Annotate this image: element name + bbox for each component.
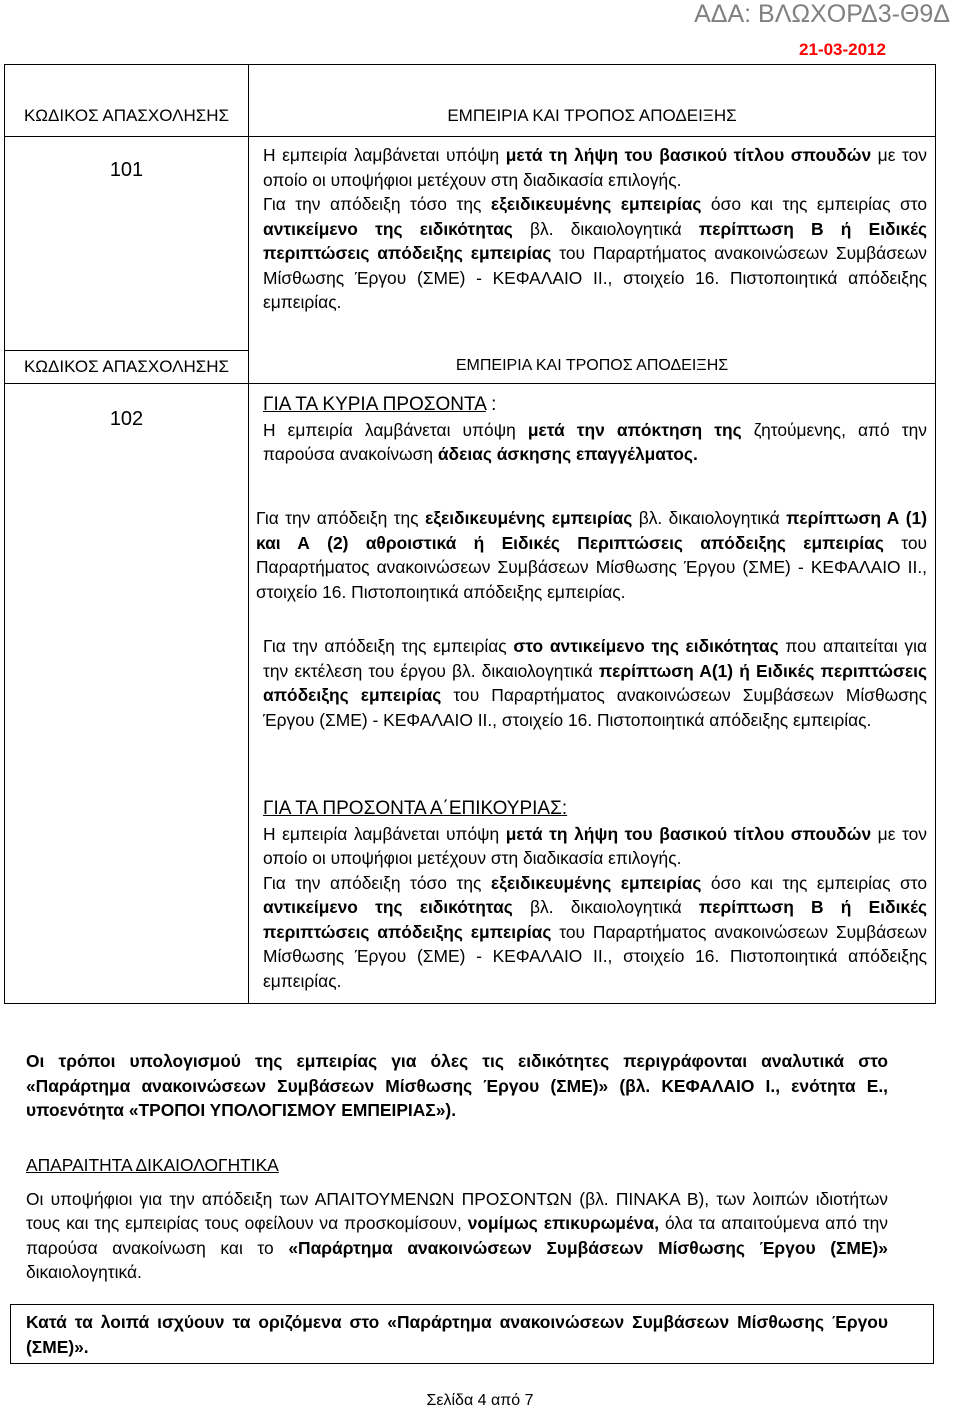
table-header-border	[4, 136, 936, 137]
row-separator-left	[4, 383, 248, 384]
main-qualifications-heading: ΓΙΑ ΤΑ ΚΥΡΙΑ ΠΡΟΣΟΝΤΑ :	[263, 394, 497, 415]
paragraph: Για την απόδειξη τόσο της εξειδικευμένης εμπειρίας όσο και της εμπειρίας στο αντικείμενο της ειδικότητας βλ. δικαιολογητικά περίπτωση Β ή Ειδικές περιπτώσεις απόδειξης εμπειρίας του Παραρτήματος ανακοινώσεων Συμβάσεων Μίσθωσης Έργου (ΣΜΕ) - ΚΕΦΑΛΑΙΟ ΙΙ., στοιχείο 16. Πιστοποιητικά απόδειξης εμπειρίας.	[263, 194, 928, 312]
table-top-border	[4, 64, 936, 65]
table-right-border	[935, 64, 936, 1004]
required-documents-text: Οι υποψήφιοι για την απόδειξη των ΑΠΑΙΤΟΥΜΕΝΩΝ ΠΡΟΣΟΝΤΩΝ (βλ. ΠΙΝΑΚΑ Β), των λοιπών ιδιοτήτων τους και της εμπειρίας τους οφείλουν να προσκομίσουν, νομίμως επικυρωμένα, όλα τα απαιτούμενα από την παρούσα ανακοίνωση και το «Παράρτημα ανακοινώσεων Συμβάσεων Μίσθωσης Έργου (ΣΜΕ)» δικαιολογητικά.	[26, 1188, 888, 1282]
table-bottom-border	[4, 1003, 936, 1004]
auxiliary-qualifications-block	[263, 797, 927, 993]
specialized-experience-proof	[256, 506, 927, 604]
paragraph: Για την απόδειξη της εξειδικευμένης εμπειρίας βλ. δικαιολογητικά περίπτωση Α (1) και Α (2) αθροιστικά ή Ειδικές Περιπτώσεις απόδειξης εμπειρίας του Παραρτήματος ανακοινώσεων Συμβάσεων Μίσθωσης Έργου (ΣΜΕ) - ΚΕΦΑΛΑΙΟ ΙΙ., στοιχείο 16. Πιστοποιητικά απόδειξης εμπειρίας.	[256, 508, 928, 602]
page-number: Σελίδα 4 από 7	[426, 1392, 534, 1409]
paragraph: Η εμπειρία λαμβάνεται υπόψη μετά τη λήψη του βασικού τίτλου σπουδών με τον οποίο οι υποψήφιοι μετέχουν στη διαδικασία επιλογής.	[263, 823, 927, 868]
calculation-note: Οι τρόποι υπολογισμού της εμπειρίας για όλες τις ειδικότητες περιγράφονται αναλυτικά στο «Παράρτημα ανακοινώσεων Συμβάσεων Μίσθωσης Έργου (ΣΜΕ)» (βλ. ΚΕΦΑΛΑΙΟ Ι., ενότητα Ε., υποενότητα «ΤΡΟΠΟΙ ΥΠΟΛΟΓΙΣΜΟΥ ΕΜΠΕΙΡΙΑΣ»).	[26, 1051, 888, 1120]
paragraph: Για την απόδειξη της εμπειρίας στο αντικείμενο της ειδικότητας που απαιτείται για την εκτέλεση του έργου βλ. δικαιολογητικά περίπτωση Α(1) ή Ειδικές περιπτώσεις απόδειξης εμπειρίας του Παραρτήματος ανακοινώσεων Συμβάσεων Μίσθωσης Έργου (ΣΜΕ) - ΚΕΦΑΛΑΙΟ ΙΙ., στοιχείο 16. Πιστοποιητικά απόδειξης εμπειρίας.	[263, 636, 928, 730]
column-header-code: ΚΩΔΙΚΟΣ ΑΠΑΣΧΟΛΗΣΗΣ	[23, 106, 230, 125]
paragraph: Η εμπειρία λαμβάνεται υπόψη μετά τη λήψη του βασικού τίτλου σπουδών με τον οποίο οι υποψήφιοι μετέχουν στη διαδικασία επιλογής.	[263, 145, 927, 190]
column-header-code-2: ΚΩΔΙΚΟΣ ΑΠΑΣΧΟΛΗΣΗΣ	[23, 357, 230, 376]
table-left-border	[4, 64, 5, 1004]
required-documents-section	[26, 1153, 888, 1285]
final-note: Κατά τα λοιπά ισχύουν τα οριζόμενα στο «Παράρτημα ανακοινώσεων Συμβάσεων Μίσθωσης Έργου (ΣΜΕ)».	[26, 1312, 888, 1357]
column-header-experience: ΕΜΠΕΙΡΙΑ ΚΑΙ ΤΡΟΠΟΣ ΑΠΟΔΕΙΞΗΣ	[447, 106, 737, 125]
row-separator-right	[248, 383, 935, 384]
paragraph: Η εμπειρία λαμβάνεται υπόψη μετά την απόκτηση της ζητούμενης, από την παρούσα ανακοίνωση άδειας άσκησης επαγγέλματος.	[263, 419, 927, 464]
required-documents-heading: ΑΠΑΡΑΙΤΗΤΑ ΔΙΚΑΙΟΛΟΓΗΤΙΚΑ	[26, 1155, 279, 1175]
job-code-102: 102	[109, 408, 144, 430]
job-code-101: 101	[109, 159, 144, 181]
table-column-divider	[248, 64, 249, 1004]
row-separator-left	[4, 350, 248, 351]
column-header-experience-2: ΕΜΠΕΙΡΙΑ ΚΑΙ ΤΡΟΠΟΣ ΑΠΟΔΕΙΞΗΣ	[455, 357, 729, 374]
main-qualifications-block	[263, 393, 927, 467]
field-experience-proof	[263, 634, 927, 732]
ada-code: ΑΔΑ: ΒΛΩΧΟΡΔ3-Θ9Δ	[694, 0, 950, 28]
row-101-experience	[263, 143, 927, 315]
paragraph: Για την απόδειξη τόσο της εξειδικευμένης εμπειρίας όσο και της εμπειρίας στο αντικείμενο της ειδικότητας βλ. δικαιολογητικά περίπτωση Β ή Ειδικές περιπτώσεις απόδειξης εμπειρίας του Παραρτήματος ανακοινώσεων Συμβάσεων Μίσθωσης Έργου (ΣΜΕ) - ΚΕΦΑΛΑΙΟ ΙΙ., στοιχείο 16. Πιστοποιητικά απόδειξης εμπειρίας.	[263, 872, 928, 991]
document-date: 21-03-2012	[799, 40, 886, 59]
auxiliary-qualifications-heading: ΓΙΑ ΤΑ ΠΡΟΣΟΝΤΑ Α΄ΕΠΙΚΟΥΡΙΑΣ:	[263, 798, 568, 819]
